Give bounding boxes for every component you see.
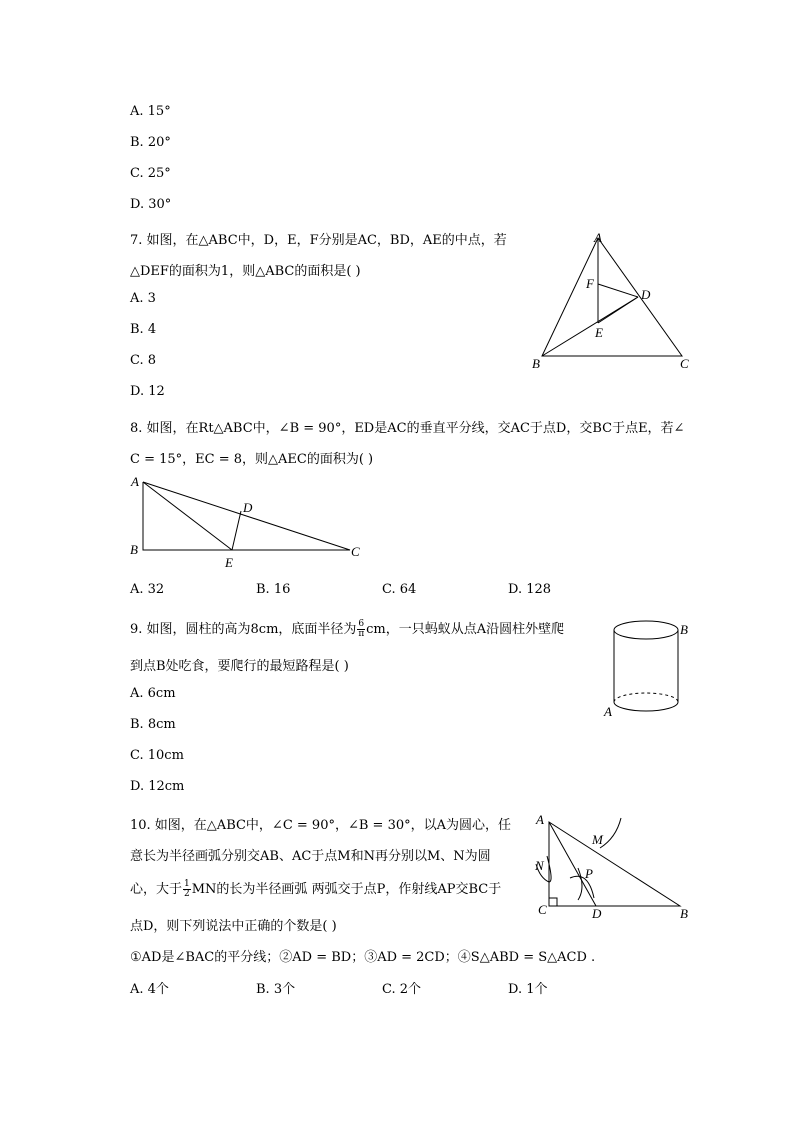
q8-label-d: D: [243, 500, 253, 515]
q7-label-d: D: [641, 287, 651, 302]
q10-stem-part-b: MN的长为半径画弧 两弧交于点P，作射线AP交BC于: [191, 882, 502, 897]
q8-option-b: B. 16: [256, 582, 291, 597]
q9-fraction: [357, 620, 365, 639]
q7-option-b: B. 4: [130, 322, 157, 337]
q6-option-c: C. 25°: [130, 166, 171, 181]
q7-option-a: A. 3: [130, 291, 156, 306]
q10-stem-line1: 10. 如图，在△ABC中，∠C = 90°，∠B = 30°，以A为圆心，任: [130, 818, 512, 833]
q9-stem-part-a: 9. 如图，圆柱的高为8cm，底面半径为: [130, 622, 357, 637]
q7-label-f: F: [586, 276, 594, 291]
q7-label-c: C: [680, 356, 689, 371]
q8-option-c: C. 64: [382, 582, 417, 597]
q9-stem-line1: [130, 618, 564, 639]
q8-stem-line2: C = 15°，EC = 8，则△AEC的面积为( ): [130, 452, 374, 467]
q6-option-b: B. 20°: [130, 135, 171, 150]
q8-label-b: B: [130, 542, 138, 557]
q9-frac-num: 6: [358, 619, 365, 629]
q8-label-c: C: [351, 544, 360, 559]
q10-label-c: C: [538, 902, 547, 917]
q10-label-a: A: [536, 812, 544, 827]
q7-triangle-figure: [530, 228, 700, 378]
q6-option-d: D. 30°: [130, 197, 172, 212]
q8-option-d: D. 128: [508, 582, 552, 597]
q7-stem-line2: △DEF的面积为1，则△ABC的面积是( ): [130, 264, 361, 279]
q10-triangle-figure: [530, 810, 700, 926]
q9-frac-den: π: [358, 629, 365, 639]
q9-cylinder-figure: [600, 614, 700, 724]
q10-frac-num: 1: [184, 879, 190, 889]
q10-stem-part-a: 心，大于: [130, 882, 183, 897]
q7-option-c: C. 8: [130, 353, 157, 368]
q8-triangle-figure: [128, 474, 368, 572]
q9-label-a: A: [604, 704, 612, 719]
q10-label-m: M: [592, 832, 603, 847]
q7-label-b: B: [532, 356, 540, 371]
q6-option-a: A. 15°: [130, 104, 171, 119]
q8-option-a: A. 32: [130, 582, 165, 597]
q10-option-d: D. 1个: [508, 982, 548, 997]
q9-option-a: A. 6cm: [130, 686, 176, 701]
q7-label-a: A: [594, 230, 602, 245]
q7-label-e: E: [595, 325, 603, 340]
q10-fraction: [183, 880, 191, 899]
q8-label-a: A: [131, 474, 139, 489]
q10-option-b: B. 3个: [256, 982, 296, 997]
q9-label-b: B: [680, 622, 688, 637]
q9-option-b: B. 8cm: [130, 717, 176, 732]
q10-label-d: D: [592, 906, 602, 921]
q10-statements: ①AD是∠BAC的平分线；②AD = BD；③AD = 2CD；④S△ABD = S△ACD .: [130, 950, 596, 965]
q8-stem-line1: 8. 如图，在Rt△ABC中，∠B = 90°，ED是AC的垂直平分线，交AC于点D，交BC于点E，若∠: [130, 421, 685, 436]
q8-label-e: E: [225, 555, 233, 570]
q9-option-d: D. 12cm: [130, 779, 185, 794]
q9-option-c: C. 10cm: [130, 748, 184, 763]
q10-label-p: P: [585, 866, 593, 881]
q10-option-c: C. 2个: [382, 982, 422, 997]
q10-stem-line3: [130, 878, 501, 899]
q10-label-n: N: [535, 858, 544, 873]
q10-frac-den: 2: [184, 889, 190, 899]
q7-option-d: D. 12: [130, 384, 165, 399]
q7-stem-line1: 7. 如图，在△ABC中，D，E，F分别是AC，BD，AE的中点，若: [130, 233, 507, 248]
q9-stem-part-b: cm，一只蚂蚁从点A沿圆柱外壁爬: [366, 622, 565, 637]
q10-stem-line4: 点D，则下列说法中正确的个数是( ): [130, 919, 337, 934]
q10-option-a: A. 4个: [130, 982, 169, 997]
q9-stem-line2: 到点B处吃食，要爬行的最短路程是( ): [130, 659, 349, 674]
q10-label-b: B: [680, 906, 688, 921]
q10-stem-line2: 意长为半径画弧分别交AB、AC于点M和N再分别以M、N为圆: [130, 849, 491, 864]
